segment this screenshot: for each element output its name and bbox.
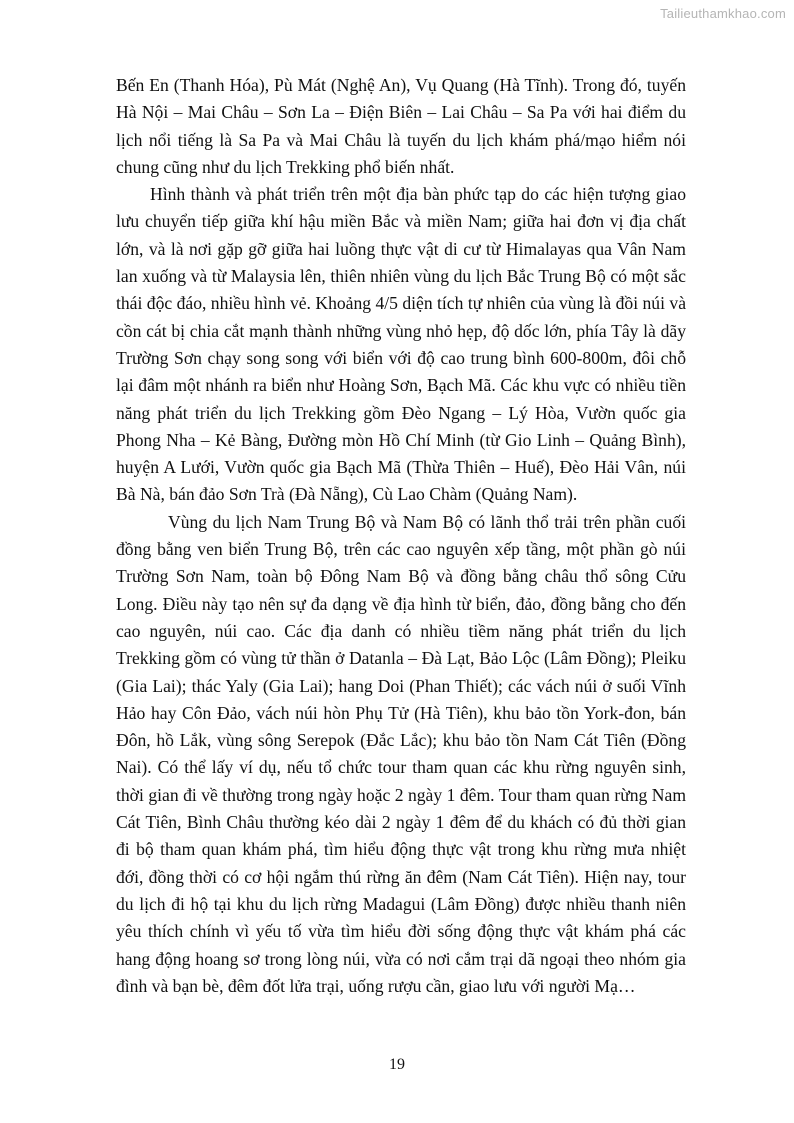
paragraph-3: Vùng du lịch Nam Trung Bộ và Nam Bộ có lãnh thổ trải trên phần cuối đồng bằng ven biển Trung Bộ, trên các cao nguyên xếp tầng, một phần gò núi Trường Sơn Nam, toàn bộ Đông Nam Bộ và đồng bằng châu thổ sông Cửu Long. Điều này tạo nên sự đa dạng về địa hình từ biển, đảo, đồng bằng cho đến cao nguyên, núi cao. Các địa danh có nhiều tiềm năng phát triển du lịch Trekking gồm có vùng tử thần ở Datanla – Đà Lạt, Bảo Lộc (Lâm Đồng); Pleiku (Gia Lai); thác Yaly (Gia Lai); hang Doi (Phan Thiết); các vách núi ở suối Vĩnh Hảo hay Côn Đảo, vách núi hòn Phụ Tử (Hà Tiên), khu bảo tồn York-đon, bán Đôn, hồ Lắk, vùng sông Serepok (Đắc Lắc); khu bảo tồn Nam Cát Tiên (Đồng Nai). Có thể lấy ví dụ, nếu tổ chức tour tham quan các khu rừng nguyên sinh, thời gian đi về thường trong ngày hoặc 2 ngày 1 đêm. Tour tham quan rừng Nam Cát Tiên, Bình Châu thường kéo dài 2 ngày 1 đêm để du khách có đủ thời gian đi bộ tham quan khám phá, tìm hiểu động thực vật trong khu rừng mưa nhiệt đới, đồng thời có cơ hội ngắm thú rừng ăn đêm (Nam Cát Tiên). Hiện nay, tour du lịch đi hộ tại khu du lịch rừng Madagui (Lâm Đồng) được nhiều thanh niên yêu thích chính vì yếu tố vừa tìm hiểu đời sống động thực vật khám phá các hang động hoang sơ trong lòng núi, vừa có nơi cắm trại dã ngoại theo nhóm gia đình và bạn bè, đêm đốt lửa trại, uống rượu cần, giao lưu với người Mạ… xyxy=(116,511,686,996)
page-number: 19 xyxy=(389,1056,405,1073)
watermark-text: Tailieuthamkhao.com xyxy=(660,6,786,21)
paragraph-1: Bến En (Thanh Hóa), Pù Mát (Nghệ An), Vụ Quang (Hà Tĩnh). Trong đó, tuyến Hà Nội – Mai Châu – Sơn La – Điện Biên – Lai Châu – Sa Pa với hai điểm du lịch nổi tiếng là Sa Pa và Mai Châu là tuyến du lịch khám phá/mạo hiểm nói chung cũng như du lịch Trekking phổ biến nhất. xyxy=(116,75,686,177)
document-body xyxy=(116,72,686,1000)
paragraph-2: Hình thành và phát triển trên một địa bàn phức tạp do các hiện tượng giao lưu chuyển tiếp giữa khí hậu miền Bắc và miền Nam; giữa hai đơn vị địa chất lớn, và là nơi gặp gỡ giữa hai luồng thực vật di cư từ Himalayas qua Vân Nam lan xuống và từ Malaysia lên, thiên nhiên vùng du lịch Bắc Trung Bộ có một sắc thái độc đáo, nhiều hình vẻ. Khoảng 4/5 diện tích tự nhiên của vùng là đồi núi và cồn cát bị chia cắt mạnh thành những vùng nhỏ hẹp, độ dốc lớn, phía Tây là dãy Trường Sơn chạy song song với biển với độ cao trung bình 600-800m, đôi chỗ lại đâm một nhánh ra biển như Hoàng Sơn, Bạch Mã. Các khu vực có nhiều tiền năng phát triển du lịch Trekking gồm Đèo Ngang – Lý Hòa, Vườn quốc gia Phong Nha – Kẻ Bàng, Đường mòn Hồ Chí Minh (từ Gio Linh – Quảng Bình), huyện A Lưới, Vườn quốc gia Bạch Mã (Thừa Thiên – Huế), Đèo Hải Vân, núi Bà Nà, bán đảo Sơn Trà (Đà Nẵng), Cù Lao Chàm (Quảng Nam). xyxy=(116,184,686,505)
